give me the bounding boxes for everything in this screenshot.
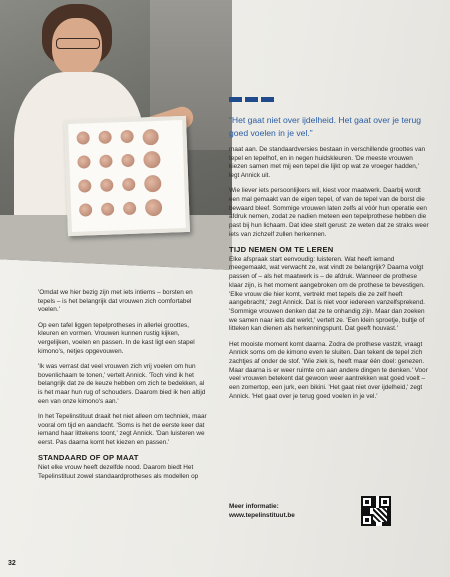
prosthesis-sample (121, 154, 134, 167)
prosthesis-sample (98, 131, 111, 144)
prosthesis-display-frame (64, 116, 190, 236)
prosthesis-sample (120, 130, 133, 143)
paragraph: maat aan. De standaardversies bestaan in verschillende groottes van tepel en tepelhof, en in negen huidskleuren. 'De meeste vrouwen kiezen samen met mij een tepel die lijkt op wat ze vroeger hadden,' legt Annick uit. (229, 146, 426, 180)
prosthesis-sample (79, 203, 92, 216)
prosthesis-sample (144, 175, 162, 193)
prosthesis-sample (99, 155, 112, 168)
prosthesis-sample (143, 151, 161, 169)
dash (261, 97, 274, 102)
prosthesis-sample (76, 131, 89, 144)
qr-code-icon[interactable] (361, 496, 391, 526)
prosthesis-sample (100, 178, 113, 191)
dash (245, 97, 258, 102)
paragraph: Niet elke vrouw heeft dezelfde nood. Daarom biedt Het Tepelinstituut zowel standaardprotheses als modellen op (38, 463, 199, 480)
right-text-column (229, 146, 430, 408)
dash (229, 97, 242, 102)
prosthesis-sample (142, 129, 159, 146)
paragraph: 'Ik was verrast dat veel vrouwen zich vrij voelen om hun bovenlichaam te tonen,' vertelt Annick. 'Toch vind ik het belangrijk dat ze de keuze hebben om zich te bedekken, al is het maar hun rug of schouders. Daarom bied ik hen altijd een van onze kimono's aan.' (38, 362, 206, 405)
more-info-label: Meer informatie: (229, 503, 279, 510)
paragraph: Het mooiste moment komt daarna. Zodra de prothese vastzit, vraagt Annick soms om de kimono even te sluiten. Dan tekent de tepel zich zachtjes af onder de stof. 'Wie ziek is, heeft maar één doel: genezen. Maar daarna is er weer ruimte om aan andere dingen te denken.' Voor veel vrouwen betekent dat gewoon weer aantrekken wat goed voelt – een zomertop, een jurk, een bikini. 'Het gaat niet over ijdelheid,' zegt Annick. 'Het gaat over je terug goed voelen in je vel.' (229, 340, 428, 400)
section-heading: STANDAARD OF OP MAAT (38, 453, 139, 463)
left-text-column (38, 289, 210, 488)
prosthesis-sample (77, 155, 90, 168)
prosthesis-sample (122, 178, 135, 191)
pull-quote: “Het gaat niet over ijdelheid. Het gaat over je terug goed voelen in je vel.” (229, 115, 422, 138)
more-info-link[interactable]: www.tepelinstituut.be (229, 511, 295, 519)
prosthesis-sample (78, 179, 91, 192)
paragraph: Wie liever iets persoonlijkers wil, kiest voor maatwerk. Daarbij wordt een mal gemaakt van de eigen tepel, of van de tepel van de borst die bewaard bleef. Sommige vrouwen laten zelfs al vóór hun operatie een afdruk nemen, zodat ze nadien meteen een tepelprothese hebben die past bij hun lichaam. Dat idee stelt gerust: ze weten dat ze straks weer iets van zichzelf zullen herkennen. (229, 187, 429, 238)
paragraph: 'Omdat we hier bezig zijn met iets intiems – borsten en tepels – is het belangrijk dat vrouwen zich comfortabel voelen.' (38, 289, 193, 314)
paragraph: In het Tepelinstituut draait het niet alleen om techniek, maar vooral om tijd en aandacht. 'Soms is het de eerste keer dat iemand haar littekens toont,' zegt Annick. 'Dan luisteren we eerst. Pas daarna komt het kiezen en passen.' (38, 412, 207, 447)
paragraph: Elke afspraak start eenvoudig: luisteren. Wat heeft iemand meegemaakt, wat verwacht ze, wat vindt ze belangrijk? Daarna volgt passen of – als het maatwerk is – de afdruk. Wanneer de prothese klaar zijn, is het moment aangebroken om de prothese te bevestigen. 'Elke vrouw die hier komt, vertrekt met tepels die ze zelf heeft aangebracht,' zegt Annick. Dat is niet voor iedereen vanzelfsprekend. 'Sommige vrouwen denken dat ze te onhandig zijn. Maar dan zoeken we samen naar iets dat werkt,' vertelt ze. 'Een klein sproetje, bultje of litteken kan dienen als herkenningspunt. Dat geeft houvast.' (229, 255, 425, 333)
photo-glasses (56, 38, 100, 49)
prosthesis-sample (101, 202, 114, 215)
more-info-block (229, 503, 359, 520)
article-photo (0, 0, 232, 270)
section-heading: TIJD NEMEN OM TE LEREN (229, 245, 334, 255)
prosthesis-sample (145, 199, 163, 217)
page-number: 32 (8, 560, 16, 567)
paragraph: Op een tafel liggen tepelprotheses in allerlei groottes, kleuren en vormen. Vrouwen kunnen rustig kijken, vergelijken, voelen en passen. In de kast ligt een stapel kimono's, netjes opgevouwen. (38, 321, 195, 355)
prosthesis-sample (123, 202, 136, 215)
